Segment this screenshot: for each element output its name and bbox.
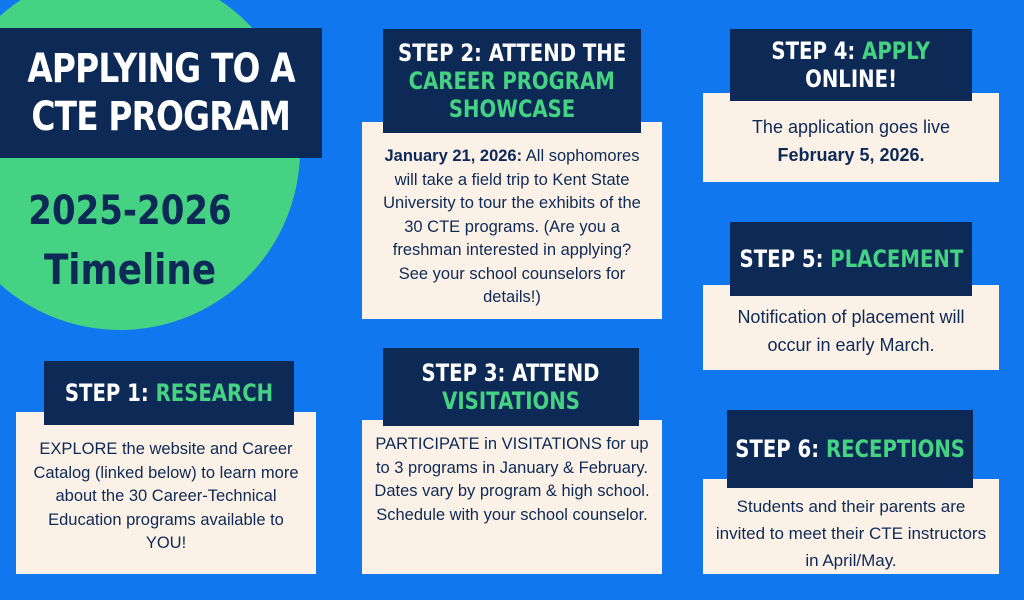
step4-highlight: APPLY — [862, 37, 931, 65]
title-line-2: CTE PROGRAM — [31, 94, 291, 140]
step6-card — [703, 479, 999, 574]
step1-heading — [44, 361, 294, 425]
step4-prefix: STEP 4: — [771, 37, 863, 65]
step5-prefix: STEP 5: — [739, 245, 830, 273]
step6-highlight: RECEPTIONS — [825, 435, 965, 463]
step2-date: January 21, 2026: — [384, 147, 523, 165]
step6-prefix: STEP 6: — [735, 435, 826, 463]
timeline-label: Timeline — [43, 245, 217, 294]
step6-body: Students and their parents are invited to meet their CTE instructors in April/May. — [715, 497, 987, 570]
step2-heading-line1: STEP 2: ATTEND THE — [397, 39, 627, 67]
page-title — [0, 28, 322, 158]
step2-heading — [383, 29, 641, 133]
step5-body: Notification of placement will occur in early March. — [737, 307, 965, 355]
timeline-years: 2025-2026 — [28, 188, 232, 234]
step5-card — [703, 285, 999, 370]
step4-body: The application goes live — [751, 117, 951, 137]
step2-body: All sophomores will take a field trip to Kent State University to tour the exhibits of the 30 CTE programs. (Are you a freshman interested in applying? See your school counselors for details!) — [383, 147, 641, 306]
step3-body: PARTICIPATE in VISITATIONS for up to 3 programs in January & February. Dates vary by program & high school. Schedule with your school counselor. — [374, 435, 650, 524]
step1-body: EXPLORE the website and Career Catalog (linked below) to learn more about the 30 Career-Technical Education programs available to YOU! — [33, 440, 299, 552]
step5-highlight: PLACEMENT — [829, 245, 963, 273]
step1-highlight: RESEARCH — [155, 379, 274, 407]
step2-highlight-2: SHOWCASE — [448, 95, 576, 123]
step6-heading — [727, 410, 973, 488]
step3-highlight: VISITATIONS — [442, 387, 580, 415]
step4-date: February 5, 2026. — [777, 145, 925, 165]
step4-card — [703, 93, 999, 182]
step1-prefix: STEP 1: — [64, 379, 156, 407]
title-line-1: APPLYING TO A — [27, 46, 295, 92]
step2-card — [362, 122, 662, 319]
step4-heading — [730, 29, 972, 101]
step4-heading-line2: ONLINE! — [805, 65, 897, 93]
step5-heading — [730, 222, 972, 296]
step3-heading-line1: STEP 3: ATTEND — [422, 359, 600, 387]
step1-card — [16, 412, 316, 574]
step3-card — [362, 420, 662, 574]
step2-highlight-1: CAREER PROGRAM — [408, 67, 616, 95]
step3-heading — [383, 348, 639, 426]
